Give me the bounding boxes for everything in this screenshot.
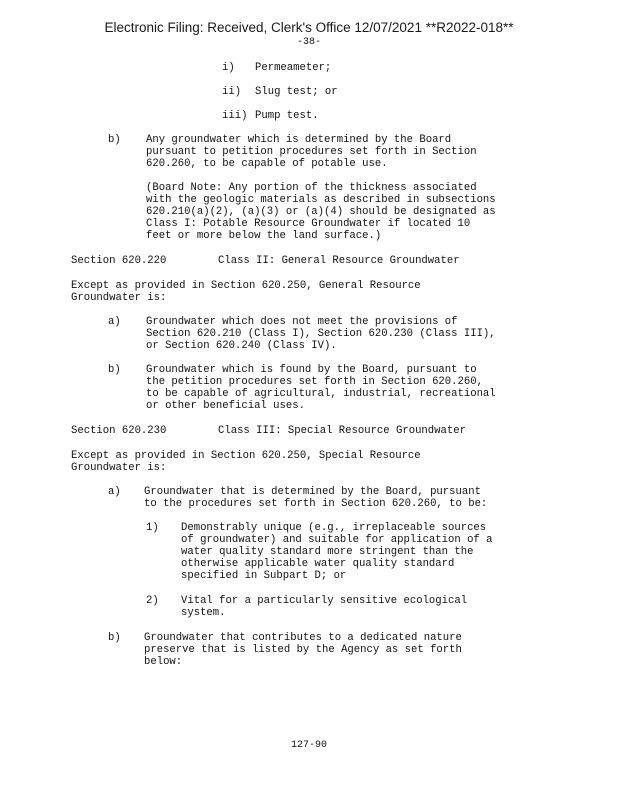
subitem-line: specified in Subpart D; or — [181, 570, 347, 582]
board-note-line: (Board Note: Any portion of the thickness associated — [146, 182, 477, 194]
item-line: or Section 620.240 (Class IV). — [146, 340, 337, 352]
class1-b-line: 620.260, to be capable of potable use. — [146, 158, 388, 170]
item-line: Groundwater which does not meet the provisions of — [146, 316, 458, 328]
subitem-line: water quality standard more stringent than the — [181, 546, 474, 558]
section-intro-line: Groundwater is: — [71, 292, 167, 304]
method-text: Permeameter; — [255, 62, 332, 74]
subitem-line: system. — [181, 607, 226, 619]
section-title: Class II: General Resource Groundwater — [218, 255, 460, 267]
class1-b-line: pursuant to petition procedures set forth in Section — [146, 146, 477, 158]
item-line: Groundwater that is determined by the Board, pursuant — [144, 486, 481, 498]
class1-b-line: Any groundwater which is determined by the Board — [146, 134, 452, 146]
filing-stamp: Electronic Filing: Received, Clerk's Office 12/07/2021 **R2022-018** — [104, 20, 514, 35]
board-note-line: feet or more below the land surface.) — [146, 230, 382, 242]
subitem-label: 1) — [146, 522, 159, 534]
item-line: below: — [144, 656, 183, 668]
method-label: i) — [222, 62, 235, 74]
item-line: or other beneficial uses. — [146, 400, 305, 412]
item-line: to be capable of agricultural, industrial, recreational — [146, 388, 496, 400]
method-label: iii) — [222, 110, 248, 122]
item-line: Groundwater that contributes to a dedicated nature — [144, 632, 462, 644]
item-line: Groundwater which is found by the Board, pursuant to — [146, 364, 477, 376]
item-label: a) — [108, 486, 121, 498]
item-line: Section 620.210 (Class I), Section 620.230 (Class III), — [146, 328, 496, 340]
item-label: b) — [108, 632, 121, 644]
section-intro-line: Except as provided in Section 620.250, General Resource — [71, 280, 421, 292]
page-footer-id: 127-90 — [290, 740, 327, 751]
method-text: Slug test; or — [255, 86, 338, 98]
item-label: b) — [108, 364, 121, 376]
page-marker: -38- — [296, 37, 321, 48]
section-number: Section 620.230 — [71, 425, 167, 437]
section-intro-line: Groundwater is: — [71, 462, 167, 474]
method-text: Pump test. — [255, 110, 319, 122]
subitem-line: otherwise applicable water quality standard — [181, 558, 455, 570]
section-number: Section 620.220 — [71, 255, 167, 267]
board-note-line: Class I: Potable Resource Groundwater if located 10 — [146, 218, 471, 230]
section-intro-line: Except as provided in Section 620.250, Special Resource — [71, 450, 421, 462]
subitem-line: of groundwater) and suitable for application of a — [181, 534, 493, 546]
section-title: Class III: Special Resource Groundwater — [218, 425, 466, 437]
item-line: the petition procedures set forth in Section 620.260, — [146, 376, 483, 388]
item-line: preserve that is listed by the Agency as set forth — [144, 644, 462, 656]
method-label: ii) — [222, 86, 242, 98]
item-line: to the procedures set forth in Section 620.260, to be: — [144, 498, 488, 510]
item-label: b) — [108, 134, 121, 146]
board-note-line: 620.210(a)(2), (a)(3) or (a)(4) should be designated as — [146, 206, 496, 218]
item-label: a) — [108, 316, 121, 328]
subitem-line: Vital for a particularly sensitive ecological — [181, 595, 468, 607]
subitem-line: Demonstrably unique (e.g., irreplaceable sources — [181, 522, 487, 534]
subitem-label: 2) — [146, 595, 159, 607]
board-note-line: with the geologic materials as described in subsections — [146, 194, 496, 206]
